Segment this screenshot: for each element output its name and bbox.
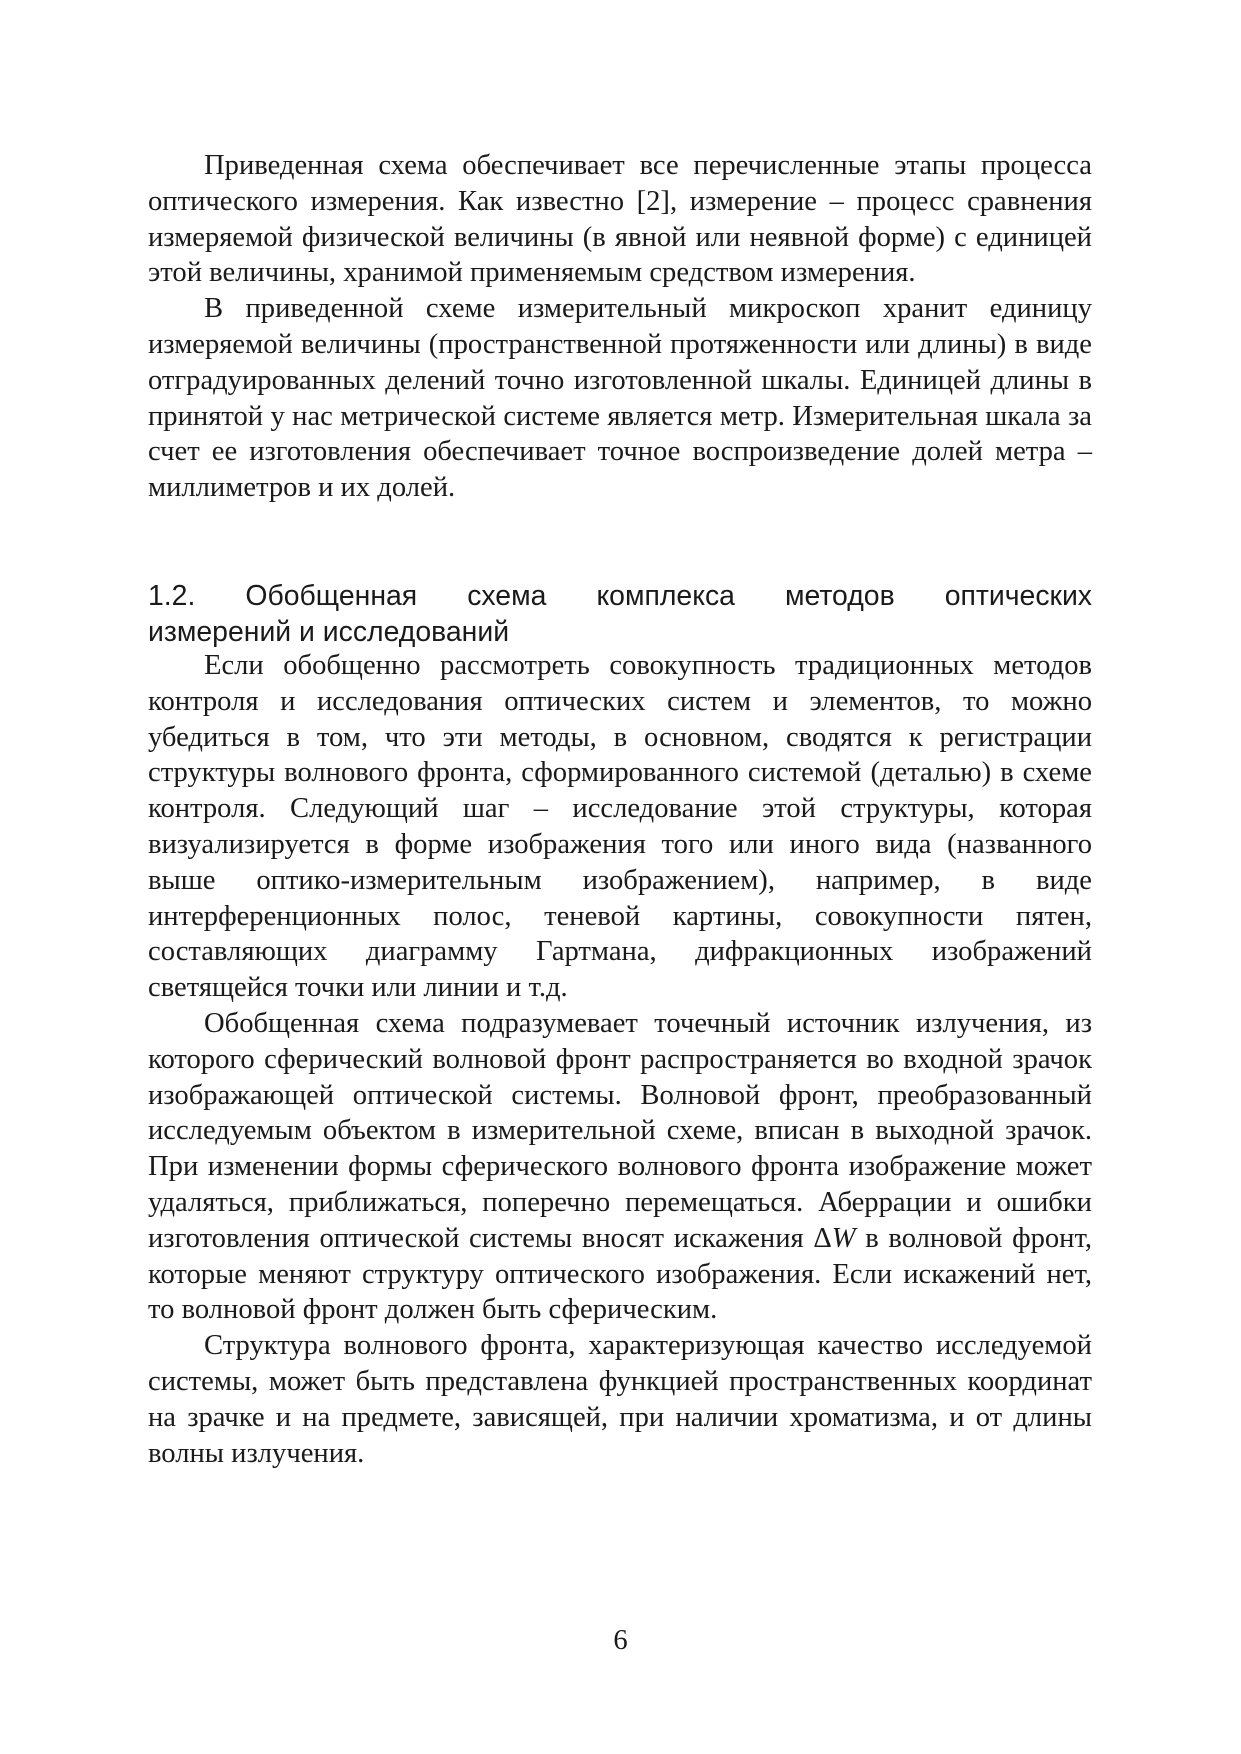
heading-line: измерений и исследований [148,616,510,648]
section-heading [148,578,1092,650]
paragraph-text: в волновой фронт, которые меняют структуру оптического изображения. Если искажений нет, то волновой фронт должен быть сферическим. [148,1222,1092,1326]
wavefront-variable: W [831,1222,856,1254]
paragraph: Приведенная схема обеспечивает все перечисленные этапы процесса оптического измерения. Как известно [2], измерение – процесс сравнения измеряемой физической величины (в явной или неявной форме) с единицей этой величины, хранимой применяемым средством измерения. [148,150,1092,289]
delta-symbol: Δ [813,1222,832,1254]
paragraph: Если обобщенно рассмотреть совокупность традиционных методов контроля и исследования оптических систем и элементов, то можно убедиться в том, что эти методы, в основном, сводятся к регистрации структуры волнового фронта, сформированного системой (деталью) в схеме контроля. Следующий шаг – исследование этой структуры, которая визуализируется в форме изображения того или иного вида (названного выше оптико-измерительным изображением), например, в виде интерференционных полос, теневой картины, совокупности пятен, составляющих диаграмму Гартмана, дифракционных изображений светящейся точки или линии и т.д. [148,650,1092,1004]
section-intro [148,148,1092,506]
paragraph [148,1006,1092,1328]
heading-line: 1.2. Обобщенная схема комплекса методов оптических [148,580,1092,612]
page-number: 6 [613,1625,628,1656]
paragraph: Структура волнового фронта, характеризующая качество исследуемой системы, может быть представлена функцией пространственных координат на зрачке и на предмете, зависящей, при наличии хроматизма, и от длины волны излучения. [148,1330,1092,1469]
section-body [148,648,1092,1471]
paragraph: В приведенной схеме измерительный микроскоп хранит единицу измеряемой величины (пространственной протяженности или длины) в виде отградуированных делений точно изготовленной шкалы. Единицей длины в принятой у нас метрической системе является метр. Измерительная шкала за счет ее изготовления обеспечивает точное воспроизведение долей метра – миллиметров и их долей. [148,293,1092,504]
paragraph-text: Обобщенная схема подразумевает точечный источник излучения, из которого сферический волновой фронт распространяется во входной зрачок изображающей оптической системы. Волновой фронт, преобразованный исследуемым объектом в измерительной схеме, вписан в выходной зрачок. При изменении формы сферического волнового фронта изображение может удаляться, приближаться, поперечно перемещаться. Аберрации и ошибки изготовления оптической системы вносят искажения [148,1007,1092,1254]
